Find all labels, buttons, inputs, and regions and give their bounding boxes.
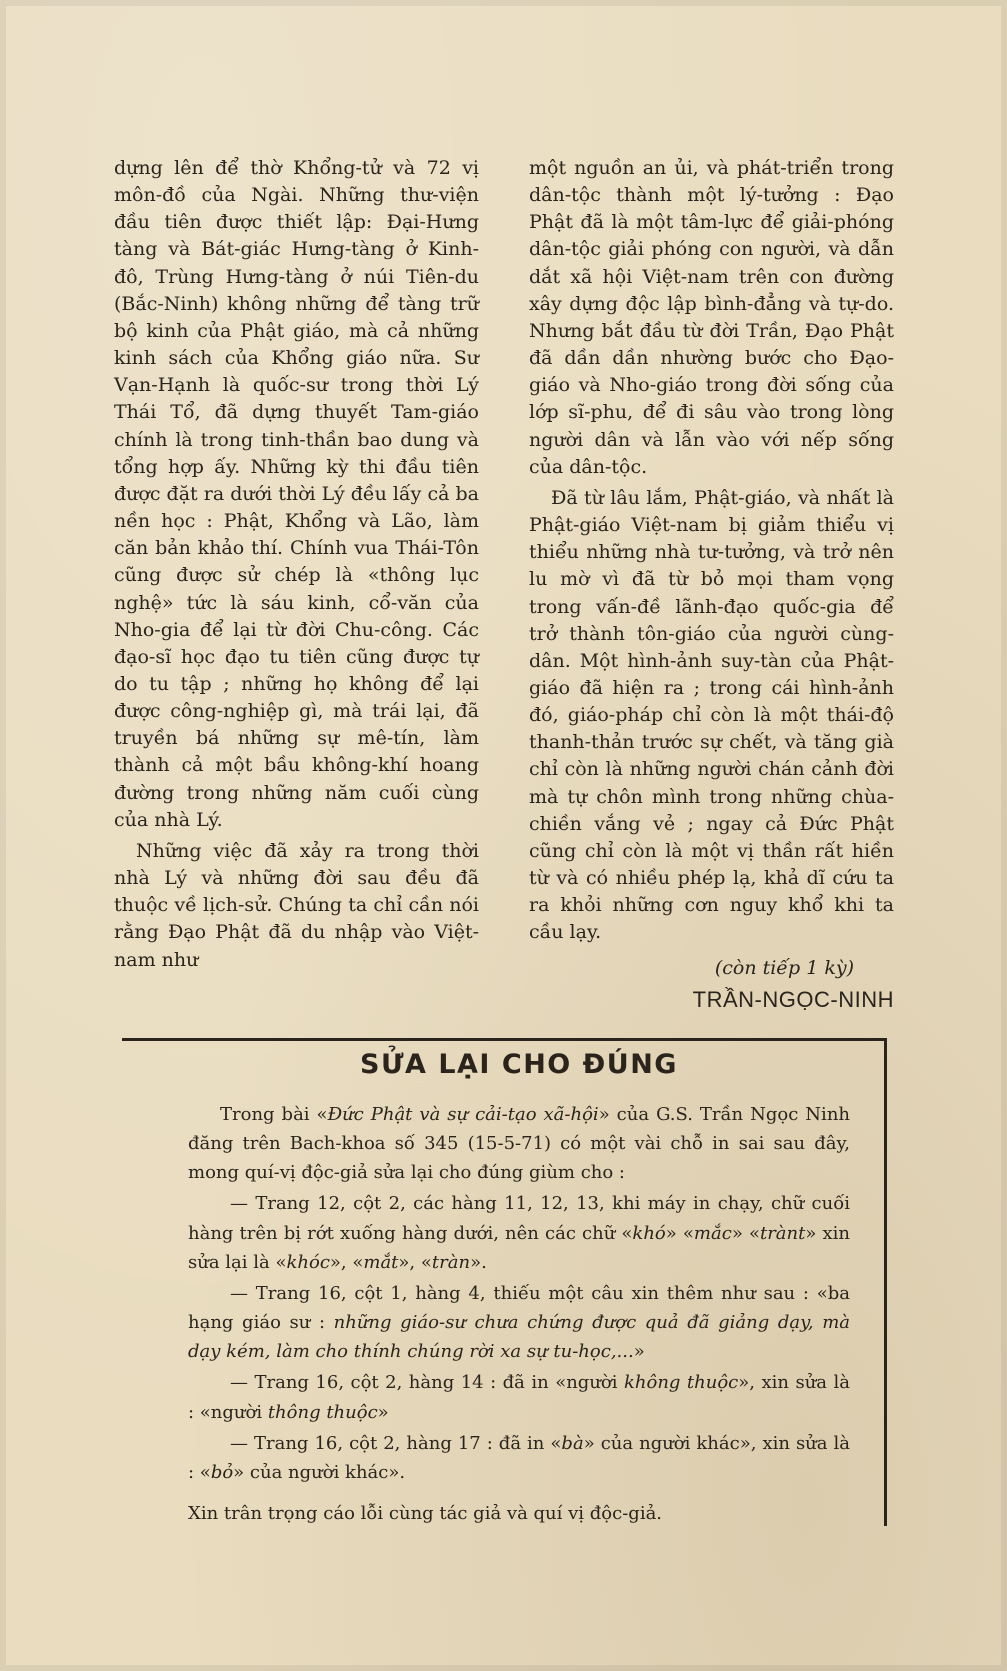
article-paragraph: Đã từ lâu lắm, Phật-giáo, và nhất là Phật-giáo Việt-nam bị giảm thiểu vị thiểu những nhà tư-tưởng, và trở nên lu mờ vì đã từ bỏ mọi tham vọng trong vấn-đề lãnh-đạo quốc-gia để trở thành tôn-giáo của người cùng-dân. Một hình-ảnh suy-tàn của Phật-giáo đã hiện ra ; trong cái hình-ảnh đó, giáo-pháp chỉ còn là một thái-độ thanh-thản trước sự chết, và tăng già chỉ còn là những người chán cảnh đời mà tự chôn mình trong những chùa-chiền vắng vẻ ; ngay cả Đức Phật cũng chỉ còn là một vị thần rất hiền từ và có nhiều phép lạ, khả dĩ cứu ta ra khỏi những cơn nguy khổ khi ta cầu lạy. — [529, 486, 894, 944]
intro-rest: » của G.S. Trần Ngọc Ninh đăng trên Bach-khoa số 345 (15-5-71) có một vài chỗ in sai sau đây, mong quí-vị độc-giả sửa lại cho đúng giùm cho : — [188, 1104, 851, 1184]
correction-item — [188, 1189, 850, 1276]
word: khó — [632, 1222, 666, 1244]
correction-title: SỬA LẠI CHO ĐÚNG — [360, 1049, 678, 1080]
sep: » xin sửa lại là « — [188, 1222, 851, 1273]
word: mắt — [363, 1251, 399, 1273]
word: trànt — [759, 1222, 806, 1244]
sep: », xin sửa là : «người — [188, 1372, 851, 1423]
article-left-column — [114, 155, 479, 1025]
sep: » « — [731, 1222, 760, 1244]
sep: » — [377, 1401, 389, 1423]
correction-body — [188, 1100, 850, 1528]
sep: ». — [470, 1251, 487, 1273]
article-paragraph: Những việc đã xảy ra trong thời nhà Lý và những đời sau đều đã thuộc về lịch-sử. Chúng ta chỉ cần nói rằng Đạo Phật đã du nhập vào Việt-nam như — [114, 839, 479, 971]
word: mắc — [693, 1222, 732, 1244]
article-columns — [114, 155, 894, 1025]
article-paragraph: dựng lên để thờ Khổng-tử và 72 vị môn-đồ của Ngài. Những thư-viện đầu tiên được thiết lập: Đại-Hưng tàng và Bát-giác Hưng-tàng ở Kinh-đô, Trùng Hưng-tàng ở núi Tiên-du (Bắc-Ninh) không những để tàng trữ bộ kinh của Phật giáo, mà cả những kinh sách của Khổng giáo nữa. Sư Vạn-Hạnh là quốc-sư trong thời Lý Thái Tổ, đã dựng thuyết Tam-giáo chính là trong tinh-thần bao dung và tổng hợp ấy. Những kỳ thi đầu tiên được đặt ra dưới thời Lý đều lấy cả ba nền học : Phật, Khổng và Lão, làm căn bản khảo thí. Chính vua Thái-Tôn cũng được sử chép là «thông lục nghệ» tức là sáu kinh, cổ-văn của Nho-gia để lại từ đời Chu-công. Các đạo-sĩ học đạo tu tiên cũng được tự do tu tập ; những họ không để lại được công-nghiệp gì, mà trái lại, đã truyền bá những sự mê-tín, làm thành cả một bầu không-khí hoang đường trong những năm cuối cùng của nhà Lý. — [114, 157, 479, 831]
item-text: — Trang 16, cột 2, hàng 17 : đã in « — [230, 1432, 562, 1454]
correction-intro — [188, 1100, 850, 1187]
word: tràn — [431, 1251, 471, 1273]
item-text: — Trang 16, cột 2, hàng 14 : đã in «người — [230, 1372, 624, 1394]
article-paragraph: một nguồn an ủi, và phát-triển trong dân-tộc thành một lý-tưởng : Đạo Phật đã là một tâm-lực để giải-phóng dân-tộc giải phóng con người, và dẫn dắt xã hội Việt-nam trên con đường xây dựng độc lập bình-đẳng và tự-do. Nhưng bắt đầu từ đời Trần, Đạo Phật đã dần dần nhường bước cho Đạo-giáo và Nho-giáo trong đời sống của lớp sĩ-phu, để đi sâu vào trong lòng người dân và lẫn vào với nếp sống của dân-tộc. — [529, 157, 894, 478]
article-right-column — [529, 155, 894, 1025]
sep: », « — [329, 1251, 364, 1273]
intro-lead: Trong bài « — [220, 1104, 328, 1125]
word: bỏ — [210, 1461, 234, 1483]
continued-note: (còn tiếp 1 kỳ) — [714, 956, 854, 979]
correction-item — [188, 1279, 850, 1366]
item-text: — Trang 12, cột 2, các hàng 11, 12, 13, khi máy in chạy, chữ cuối hàng trên bị rớt xuống hàng dưới, nên các chữ « — [188, 1193, 850, 1244]
sep: », « — [398, 1251, 432, 1273]
correction-closing: Xin trân trọng cáo lỗi cùng tác giả và quí vị độc-giả. — [188, 1503, 663, 1525]
quote: những giáo-sư chưa chứng được quả đã giảng dạy, mà dạy kém, làm cho thính chúng rời xa sự tu-học,... — [188, 1312, 850, 1363]
author-signature: TRẦN-NGỌC-NINH — [692, 986, 894, 1012]
word: không thuộc — [624, 1372, 739, 1394]
sep: » « — [665, 1222, 694, 1244]
correction-item — [188, 1368, 850, 1426]
sep: » của người khác». — [233, 1461, 406, 1483]
correction-item — [188, 1429, 850, 1487]
word: bà — [561, 1432, 584, 1454]
article-title-ref: Đức Phật và sự cải-tạo xã-hội — [327, 1104, 599, 1125]
sep: » của người khác», xin sửa là : « — [188, 1432, 850, 1483]
word: thông thuộc — [267, 1401, 378, 1423]
sep: » — [633, 1341, 645, 1363]
item-text: — Trang 16, cột 1, hàng 4, thiếu một câu xin thêm như sau : «ba hạng giáo sư : — [188, 1282, 850, 1334]
word: khóc — [286, 1251, 330, 1273]
correction-notice — [122, 1041, 887, 1526]
